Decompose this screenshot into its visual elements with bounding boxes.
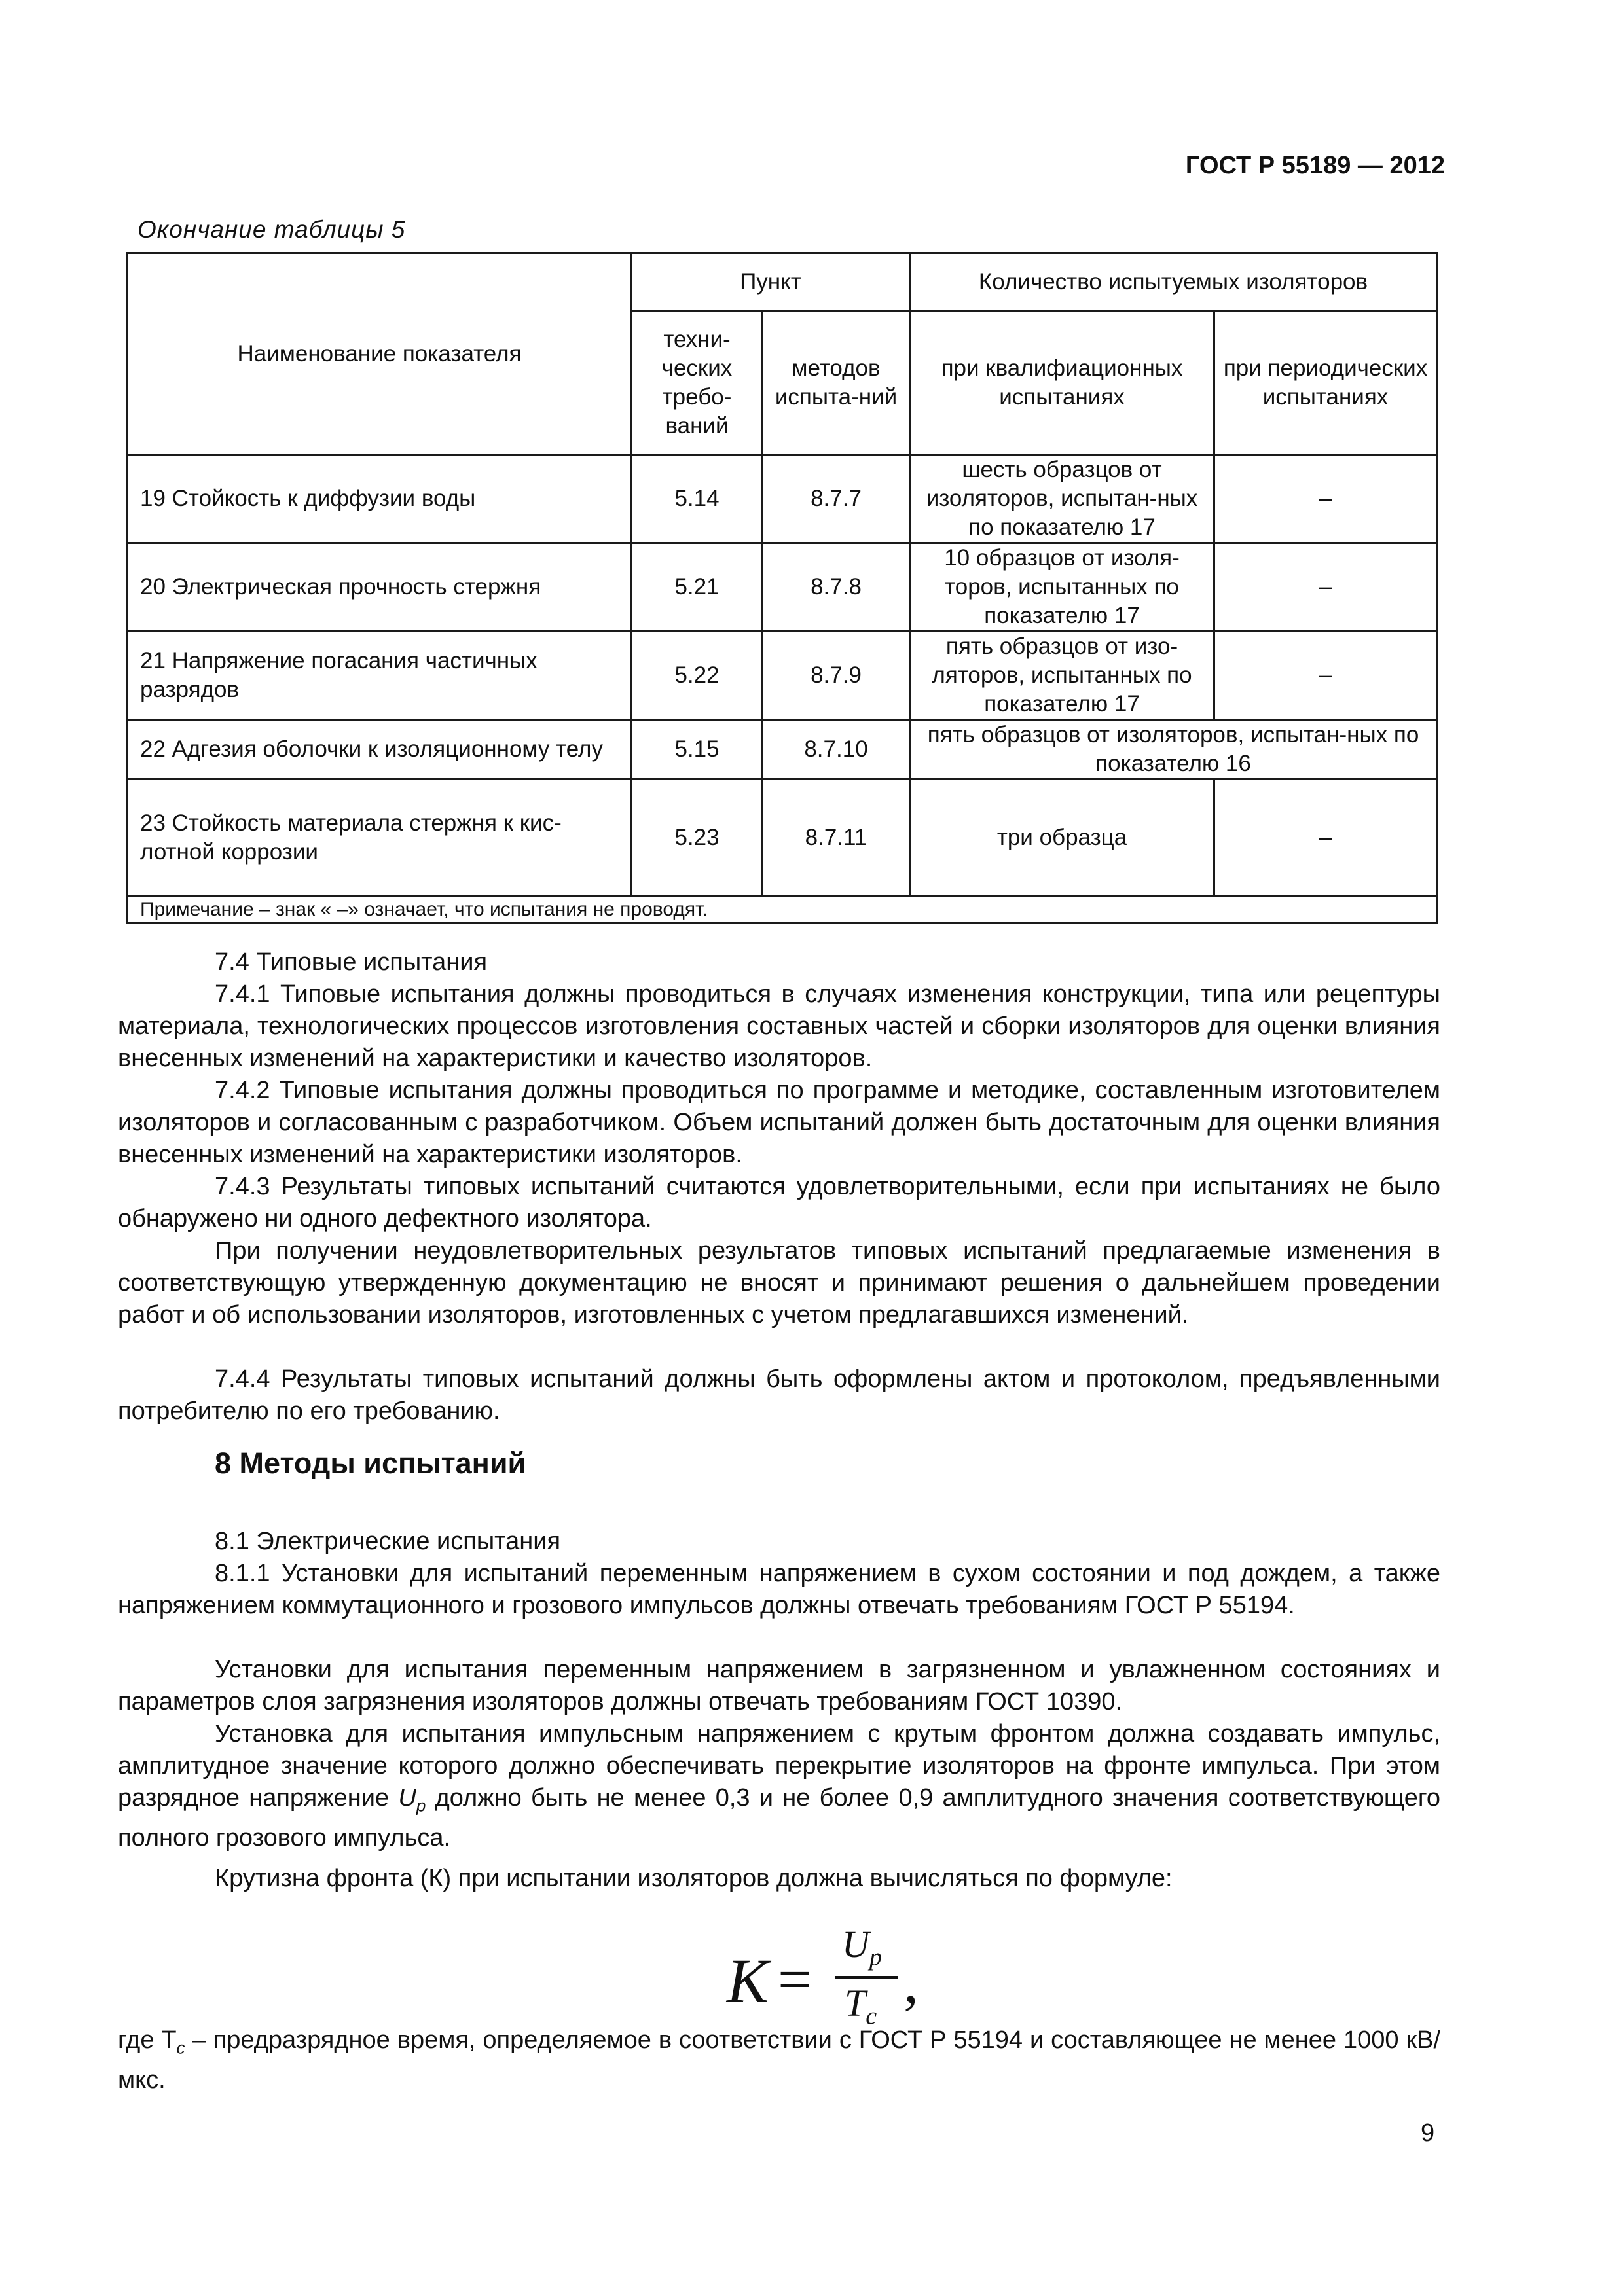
row-name: 20 Электрическая прочность стержня	[128, 543, 632, 632]
table-row	[128, 720, 1437, 780]
voltage-subscript: p	[416, 1795, 426, 1816]
row-qual: 10 образцов от изоля-торов, испытанных по показателю 17	[910, 543, 1214, 632]
header-tech: техни-ческих требо-ваний	[632, 311, 763, 455]
paragraph-7-4-1: 7.4.1 Типовые испытания должны проводиться в случаях изменения конструкции, типа или рецептуры материала, технологических процессов изготовления составных частей и сборки изоляторов для оценки влияния внесенных изменений на характеристики и качество изоляторов.	[118, 980, 1440, 1072]
section-8-1-title: 8.1 Электрические испытания	[215, 1528, 561, 1555]
paragraph-formula-intro: Крутизна фронта (К) при испытании изоляторов должна вычисляться по формуле:	[215, 1865, 1173, 1892]
paragraph-7-4-4: 7.4.4 Результаты типовых испытаний должны быть оформлены актом и протоколом, предъявленными потребителю по его требованию.	[118, 1365, 1440, 1425]
header-methods: методов испыта-ний	[763, 311, 910, 455]
row-periodic: –	[1214, 780, 1437, 896]
header-qty: Количество испытуемых изоляторов	[910, 253, 1437, 311]
row-name: 21 Напряжение погасания частичных разрядов	[128, 632, 632, 720]
paragraph-8-1-1-c	[118, 1718, 1440, 1854]
row-periodic: –	[1214, 543, 1437, 632]
row-name: 23 Стойкость материала стержня к кис-лотной коррозии	[128, 780, 632, 896]
row-tech: 5.22	[632, 632, 763, 720]
section-7-4-title: 7.4 Типовые испытания	[215, 948, 488, 976]
table-row	[128, 632, 1437, 720]
row-qual: шесть образцов от изоляторов, испытан-ных по показателю 17	[910, 455, 1214, 543]
table-row	[128, 543, 1437, 632]
row-qual: пять образцов от изо-ляторов, испытанных по показателю 17	[910, 632, 1214, 720]
paragraph-7-4-2: 7.4.2 Типовые испытания должны проводиться по программе и методике, составленным изготовителем изоляторов и согласованным с разработчиком. Объем испытаний должен быть достаточным для оценки влияния внесенных изменений на характеристики изоляторов.	[118, 1077, 1440, 1168]
table-row	[128, 455, 1437, 543]
formula	[727, 1921, 936, 2032]
row-periodic: –	[1214, 455, 1437, 543]
table-note: Примечание – знак « –» означает, что испытания не проводят.	[128, 896, 1437, 924]
row-tech: 5.21	[632, 543, 763, 632]
row-method: 8.7.10	[763, 720, 910, 780]
table-caption: Окончание таблицы 5	[137, 216, 406, 243]
row-tech: 5.14	[632, 455, 763, 543]
row-tech: 5.23	[632, 780, 763, 896]
paragraph-text: где T	[118, 2026, 177, 2054]
header-punkt: Пункт	[632, 253, 910, 311]
row-name: 19 Стойкость к диффузии воды	[128, 455, 632, 543]
formula-comma: ,	[903, 1948, 919, 2015]
paragraph-tc-definition	[118, 2024, 1440, 2096]
formula-denominator: $T_c$	[845, 1982, 877, 2030]
table-row	[128, 780, 1437, 896]
paragraph-text: – предразрядное время, определяемое в соответствии с ГОСТ Р 55194 и составляющее не менее 1000 кВ/мкс.	[118, 2026, 1441, 2094]
row-name: 22 Адгезия оболочки к изоляционному телу	[128, 720, 632, 780]
voltage-symbol: U	[398, 1784, 416, 1812]
row-tech: 5.15	[632, 720, 763, 780]
header-periodic: при периодических испытаниях	[1214, 311, 1437, 455]
document-header: ГОСТ Р 55189 — 2012	[1185, 152, 1445, 179]
paragraph-text: должно быть не менее 0,3 и не более 0,9 амплитудного значения соответствующего полного грозового импульса.	[118, 1784, 1441, 1852]
paragraph-8-1-1-b: Установки для испытания переменным напряжением в загрязненном и увлажненном состояниях и параметров слоя загрязнения изоляторов должны отвечать требованиям ГОСТ 10390.	[118, 1656, 1440, 1715]
page-number: 9	[1421, 2119, 1435, 2147]
row-method: 8.7.11	[763, 780, 910, 896]
section-8-heading: 8 Методы испытаний	[215, 1446, 526, 1480]
paragraph-text: Установка для испытания импульсным напряжением с крутым фронтом должна создавать импульс, амплитудное значение которого должно обеспечивать перекрытие изоляторов на фронте импульса. При этом разрядное напряжение	[118, 1720, 1440, 1812]
formula-equals: =	[778, 1946, 812, 2013]
row-method: 8.7.8	[763, 543, 910, 632]
row-periodic: –	[1214, 632, 1437, 720]
row-method: 8.7.7	[763, 455, 910, 543]
row-method: 8.7.9	[763, 632, 910, 720]
row-qual-merged: пять образцов от изоляторов, испытан-ных по показателю 16	[910, 720, 1437, 780]
row-qual: три образца	[910, 780, 1214, 896]
paragraph-8-1-1: 8.1.1 Установки для испытаний переменным напряжением в сухом состоянии и под дождем, а также напряжением коммутационного и грозового импульсов должны отвечать требованиям ГОСТ Р 55194.	[118, 1560, 1440, 1619]
results-table	[126, 252, 1438, 924]
header-name: Наименование показателя	[128, 253, 632, 455]
formula-numerator: $U_p$	[842, 1923, 882, 1971]
paragraph-7-4-3-cont: При получении неудовлетворительных результатов типовых испытаний предлагаемые изменения в соответствующую утвержденную документацию не вносят и принимают решения о дальнейшем проведении работ и об использовании изоляторов, изготовленных с учетом предлагавшихся изменений.	[118, 1237, 1440, 1329]
formula-lhs: K	[727, 1946, 769, 2016]
header-qual: при квалифиационных испытаниях	[910, 311, 1214, 455]
fraction-bar	[835, 1976, 898, 1979]
tc-subscript: c	[176, 2037, 185, 2058]
paragraph-7-4-3: 7.4.3 Результаты типовых испытаний считаются удовлетворительными, если при испытаниях не было обнаружено ни одного дефектного изолятора.	[118, 1173, 1440, 1232]
